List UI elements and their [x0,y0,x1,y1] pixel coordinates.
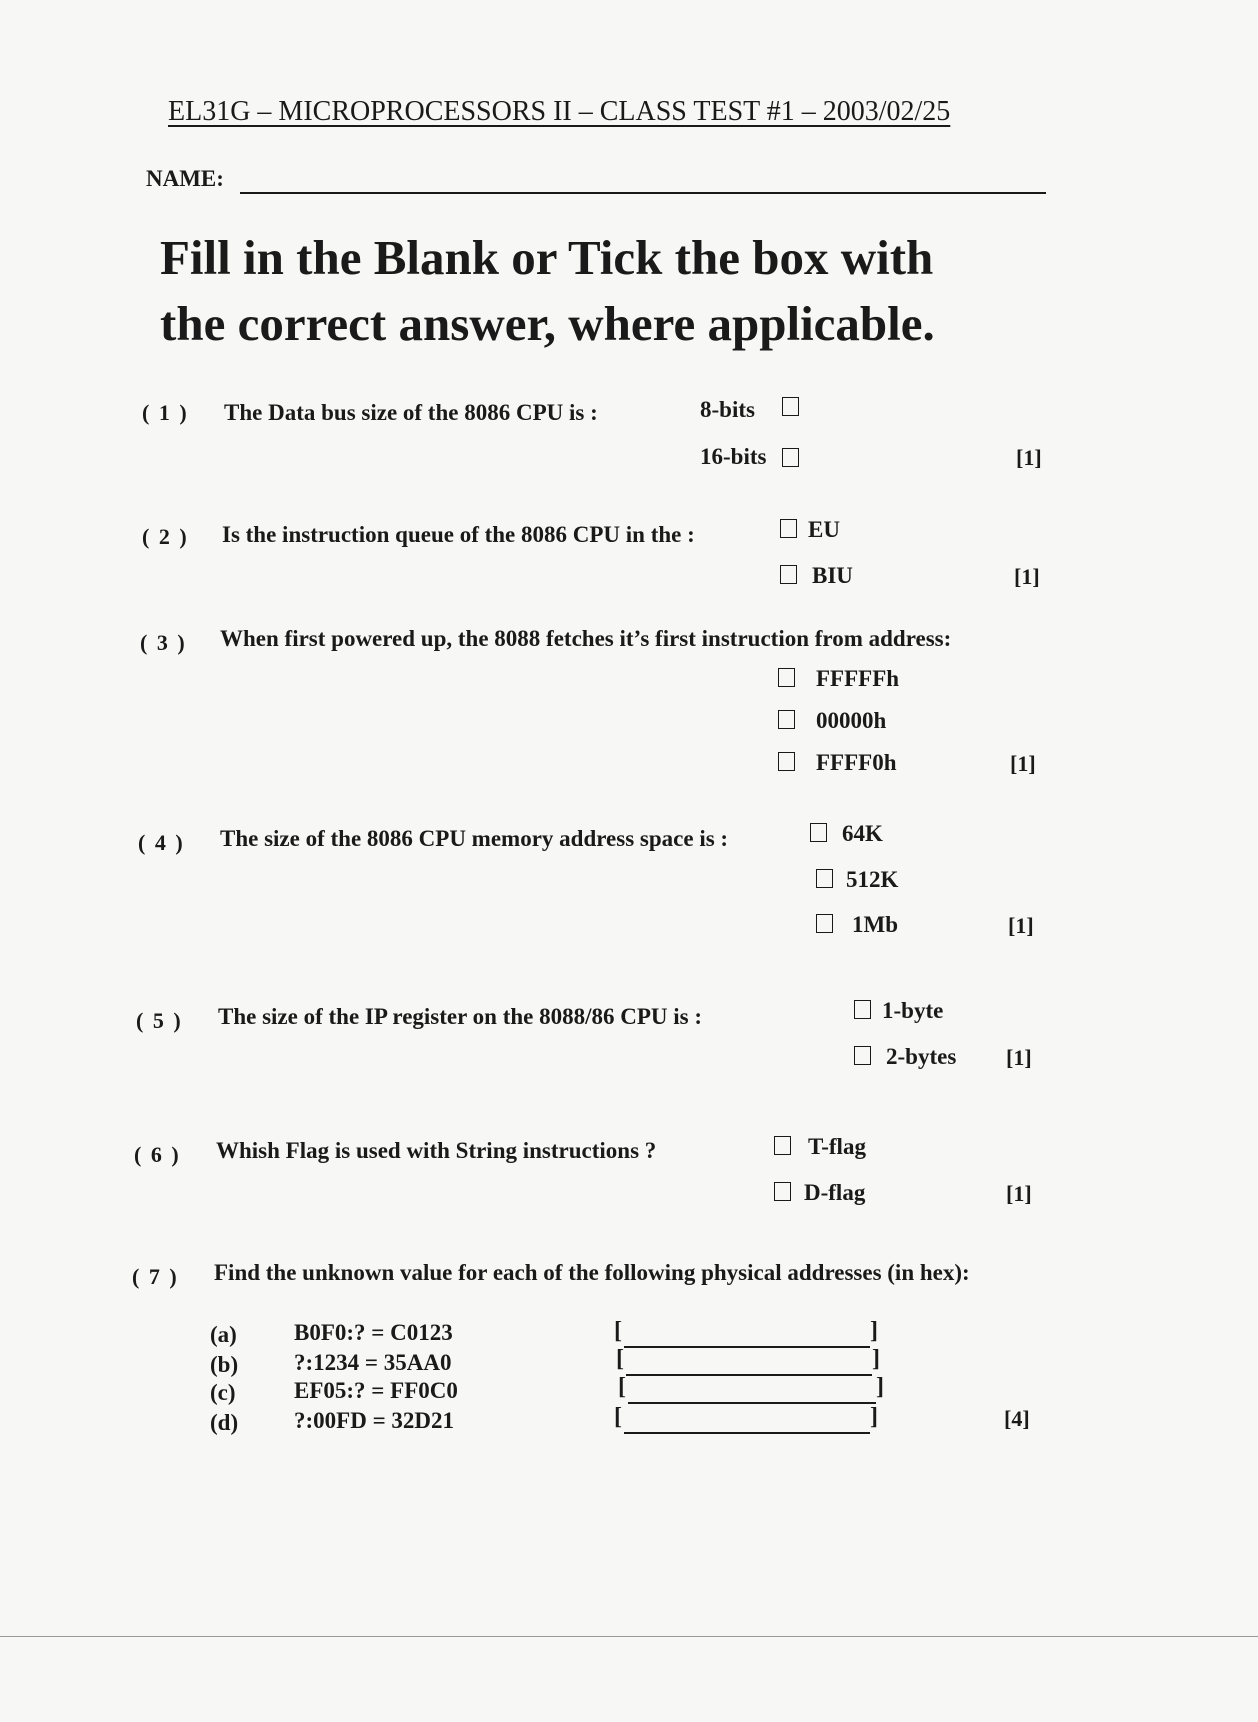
question-1-marks: [1] [1016,445,1042,470]
question-6-option-checkbox[interactable] [774,1182,791,1201]
question-2-option-label: EU [808,517,840,542]
question-7-answer-field[interactable]: [ ] [616,1350,880,1376]
question-4-number: ( 4 ) [138,830,185,855]
question-5-marks: [1] [1006,1045,1032,1070]
question-5-number: ( 5 ) [136,1008,183,1033]
question-1-number: ( 1 ) [142,400,189,425]
question-7-part-label: (d) [210,1410,239,1435]
question-4-marks: [1] [1008,913,1034,938]
question-7-part-expression: ?:1234 = 35AA0 [294,1350,452,1375]
question-5-text: The size of the IP register on the 8088/86 CPU is : [218,1004,703,1029]
question-7-marks: [4] [1004,1406,1030,1431]
question-5-option-label: 2-bytes [886,1044,957,1069]
question-7-part-expression: EF05:? = FF0C0 [294,1378,458,1403]
name-label: NAME: [146,166,224,191]
question-6-marks: [1] [1006,1181,1032,1206]
page-title: EL31G – MICROPROCESSORS II – CLASS TEST #1 – 2003/02/25 [168,96,951,127]
question-1-option-label: 16-bits [700,444,767,469]
question-4-text: The size of the 8086 CPU memory address space is : [220,826,729,851]
question-5-option-checkbox[interactable] [854,1000,871,1019]
question-1-option-checkbox[interactable] [782,448,799,467]
question-1-option-checkbox[interactable] [782,397,799,416]
question-3-option-checkbox[interactable] [778,752,795,771]
question-7-part-label: (a) [210,1322,237,1347]
name-field[interactable] [240,192,1046,194]
question-7-answer-input[interactable] [632,1378,872,1402]
question-3-option-label: FFFF0h [816,750,897,775]
question-7-part-label: (b) [210,1352,239,1377]
question-7-answer-input[interactable] [628,1322,866,1346]
question-5-option-label: 1-byte [882,998,944,1023]
question-7-answer-field[interactable]: [ ] [614,1322,878,1348]
question-7-answer-field[interactable]: [ ] [614,1408,878,1434]
page-bottom-edge [0,1636,1258,1637]
question-3-text: When first powered up, the 8088 fetches it’s first instruction from address: [220,626,952,651]
instruction-line-1: Fill in the Blank or Tick the box with [160,230,934,285]
question-7-part-label: (c) [210,1380,236,1405]
question-4-option-checkbox[interactable] [810,823,827,842]
question-6-text: Whish Flag is used with String instructions ? [216,1138,657,1163]
instruction-line-2: the correct answer, where applicable. [160,296,935,351]
question-1-option-label: 8-bits [700,397,755,422]
question-4-option-label: 1Mb [852,912,898,937]
question-7-answer-input[interactable] [630,1350,868,1374]
question-3-marks: [1] [1010,751,1036,776]
question-4-option-label: 512K [846,867,899,892]
question-7-text: Find the unknown value for each of the following physical addresses (in hex): [214,1260,970,1285]
question-7-part-expression: ?:00FD = 32D21 [294,1408,455,1433]
question-7-answer-input[interactable] [628,1408,866,1432]
question-3-option-checkbox[interactable] [778,668,795,687]
question-3-option-label: 00000h [816,708,887,733]
question-7-number: ( 7 ) [132,1264,179,1289]
question-1-text: The Data bus size of the 8086 CPU is : [224,400,598,425]
question-3-option-label: FFFFFh [816,666,900,691]
question-2-option-label: BIU [812,563,853,588]
question-2-option-checkbox[interactable] [780,565,797,584]
question-6-option-checkbox[interactable] [774,1136,791,1155]
question-3-number: ( 3 ) [140,630,187,655]
question-4-option-checkbox[interactable] [816,869,833,888]
question-2-number: ( 2 ) [142,524,189,549]
question-2-option-checkbox[interactable] [780,519,797,538]
question-7-answer-field[interactable]: [ ] [618,1378,884,1404]
question-7-part-expression: B0F0:? = C0123 [294,1320,453,1345]
question-6-option-label: D-flag [804,1180,866,1205]
question-6-option-label: T-flag [808,1134,866,1159]
question-3-option-checkbox[interactable] [778,710,795,729]
question-4-option-checkbox[interactable] [816,914,833,933]
question-2-text: Is the instruction queue of the 8086 CPU in the : [222,522,695,547]
question-4-option-label: 64K [842,821,883,846]
question-6-number: ( 6 ) [134,1142,181,1167]
question-2-marks: [1] [1014,564,1040,589]
question-5-option-checkbox[interactable] [854,1046,871,1065]
